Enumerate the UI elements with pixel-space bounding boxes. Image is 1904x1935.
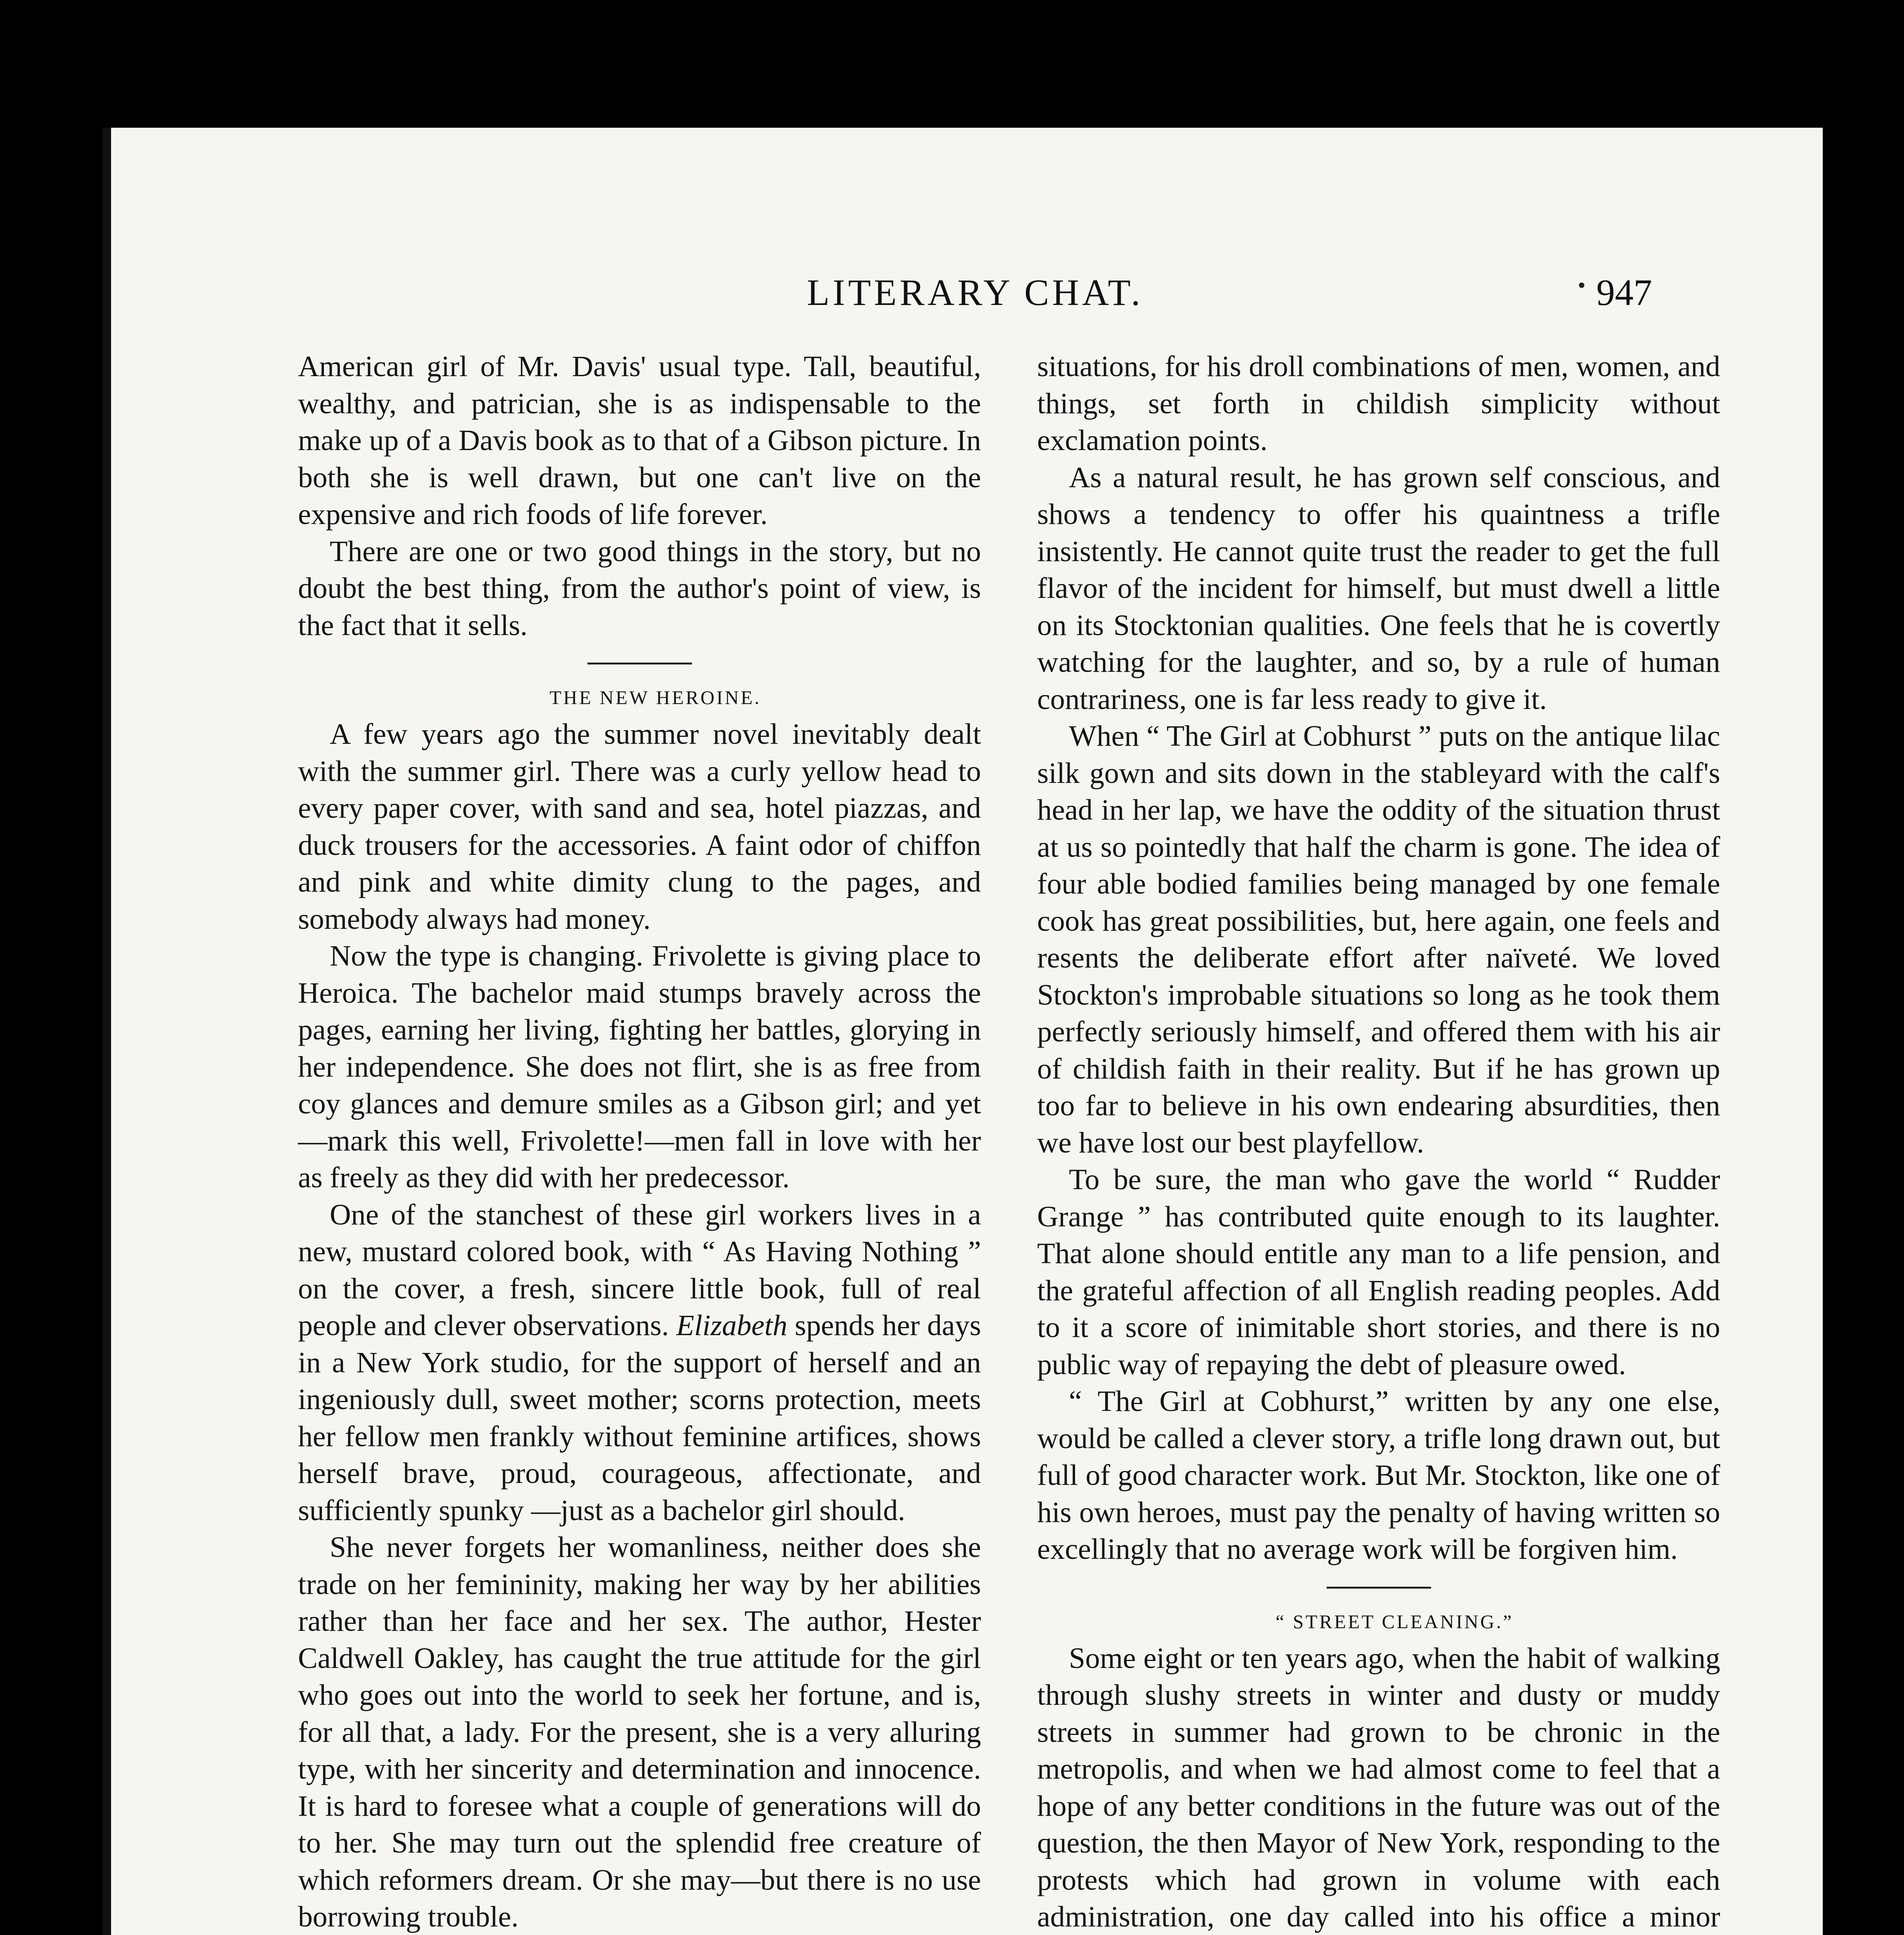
running-head: LITERARY CHAT. bbox=[807, 272, 1144, 313]
section-divider bbox=[587, 663, 692, 664]
page-number: 947 bbox=[1596, 272, 1652, 313]
paragraph: “ The Girl at Cobhurst,” written by any one else, would be called a clever story, a trifle long drawn out, but full of good character work. But Mr. Stockton, like one of his own heroes, must pay the penalty of having written so excellingly that no average work will be forgiven him. bbox=[1037, 1385, 1720, 1565]
paragraph: As a natural result, he has grown self conscious, and shows a tendency to offer his quaintness a trifle insistently. He cannot quite trust the reader to get the full flavor of the incident for himself, but must dwell a little on its Stocktonian qualities. One feels that he is covertly watching for the laughter, and so, by a rule of human contrariness, one is far less ready to give it. bbox=[1037, 461, 1720, 716]
paragraph-text: One of the stanchest of these girl workers lives in a new, mustard colored book, with “ As Having Nothing ” on the cover, a fresh, sincere little book, full of real people and clever observations. bbox=[298, 1198, 981, 1342]
paragraph: situations, for his droll combinations of men, women, and things, set forth in childish simplicity without exclamation points. bbox=[1037, 350, 1720, 457]
right-column bbox=[1037, 348, 1720, 1935]
section-divider bbox=[1327, 1587, 1431, 1589]
binding-edge bbox=[103, 128, 111, 1935]
paragraph bbox=[298, 1197, 981, 1529]
paragraph: When “ The Girl at Cobhurst ” puts on the antique lilac silk gown and sits down in the stableyard with the calf's head in her lap, we have the oddity of the situation thrust at us so pointedly that half the charm is gone. The idea of four able bodied families being managed by one female cook has great possibilities, but, here again, one feels and resents the deliberate effort after naïveté. We loved Stockton's improbable situations so long as he took them perfectly seriously himself, and offered them with his air of childish faith in their reality. But if he has grown up too far to believe in his own endearing absurdities, then we have lost our best playfellow. bbox=[1037, 720, 1720, 1159]
paragraph-text: spends her days in a New York studio, for the support of herself and an ingeniously dull, sweet mother; scorns protection, meets her fellow men frankly without feminine artifices, shows herself brave, proud, courageous, affectionate, and sufficiently spunky —just as a bachelor girl should. bbox=[298, 1309, 981, 1527]
paragraph: To be sure, the man who gave the world “ Rudder Grange ” has contributed quite enough to its laughter. That alone should entitle any man to a life pension, and the grateful affection of all English reading peoples. Add to it a score of inimitable short stories, and there is no public way of repaying the debt of pleasure owed. bbox=[1037, 1163, 1720, 1381]
section-heading: “ STREET CLEANING.” bbox=[1276, 1610, 1514, 1632]
paragraph: American girl of Mr. Davis' usual type. Tall, beautiful, wealthy, and patrician, she is as indispensable to the make up of a Davis book as to that of a Gibson picture. In both she is well drawn, but one can't live on the expensive and rich foods of life forever. bbox=[298, 350, 981, 531]
paragraph: There are one or two good things in the story, but no doubt the best thing, from the author's point of view, is the fact that it sells. bbox=[298, 535, 981, 642]
paragraph: Some eight or ten years ago, when the habit of walking through slushy streets in winter and dusty or muddy streets in summer had grown to be chronic in the metropolis, and when we had almost come to feel that a hope of any better conditions in the future was out of the question, the then Mayor of New York, responding to the protests which had grown in volume with each administration, one day called into his office a minor bbox=[1037, 1642, 1720, 1933]
ink-speck bbox=[1579, 283, 1584, 288]
section-heading: THE NEW HEROINE. bbox=[549, 687, 762, 708]
paragraph: A few years ago the summer novel inevitably dealt with the summer girl. There was a curly yellow head to every paper cover, with sand and sea, hotel piazzas, and duck trousers for the accessories. A faint odor of chiffon and pink and white dimity clung to the pages, and somebody always had money. bbox=[298, 718, 981, 935]
paragraph: Now the type is changing. Frivolette is giving place to Heroica. The bachelor maid stumps bravely across the pages, earning her living, fighting her battles, glorying in her independence. She does not flirt, she is as free from coy glances and demure smiles as a Gibson girl; and yet—mark this well, Frivolette!—men fall in love with her as freely as they did with her predecessor. bbox=[298, 940, 981, 1194]
character-name: Elizabeth bbox=[676, 1309, 788, 1342]
left-column bbox=[298, 348, 981, 1935]
paragraph: She never forgets her womanliness, neither does she trade on her femininity, making her way by her abilities rather than her face and her sex. The author, Hester Caldwell Oakley, has caught the true attitude for the girl who goes out into the world to seek her fortune, and is, for all that, a lady. For the present, she is a very alluring type, with her sincerity and determination and innocence. It is hard to foresee what a couple of generations will do to her. She may turn out the splendid free creature of which reformers dream. Or she may—but there is no use borrowing trouble. bbox=[298, 1531, 981, 1933]
